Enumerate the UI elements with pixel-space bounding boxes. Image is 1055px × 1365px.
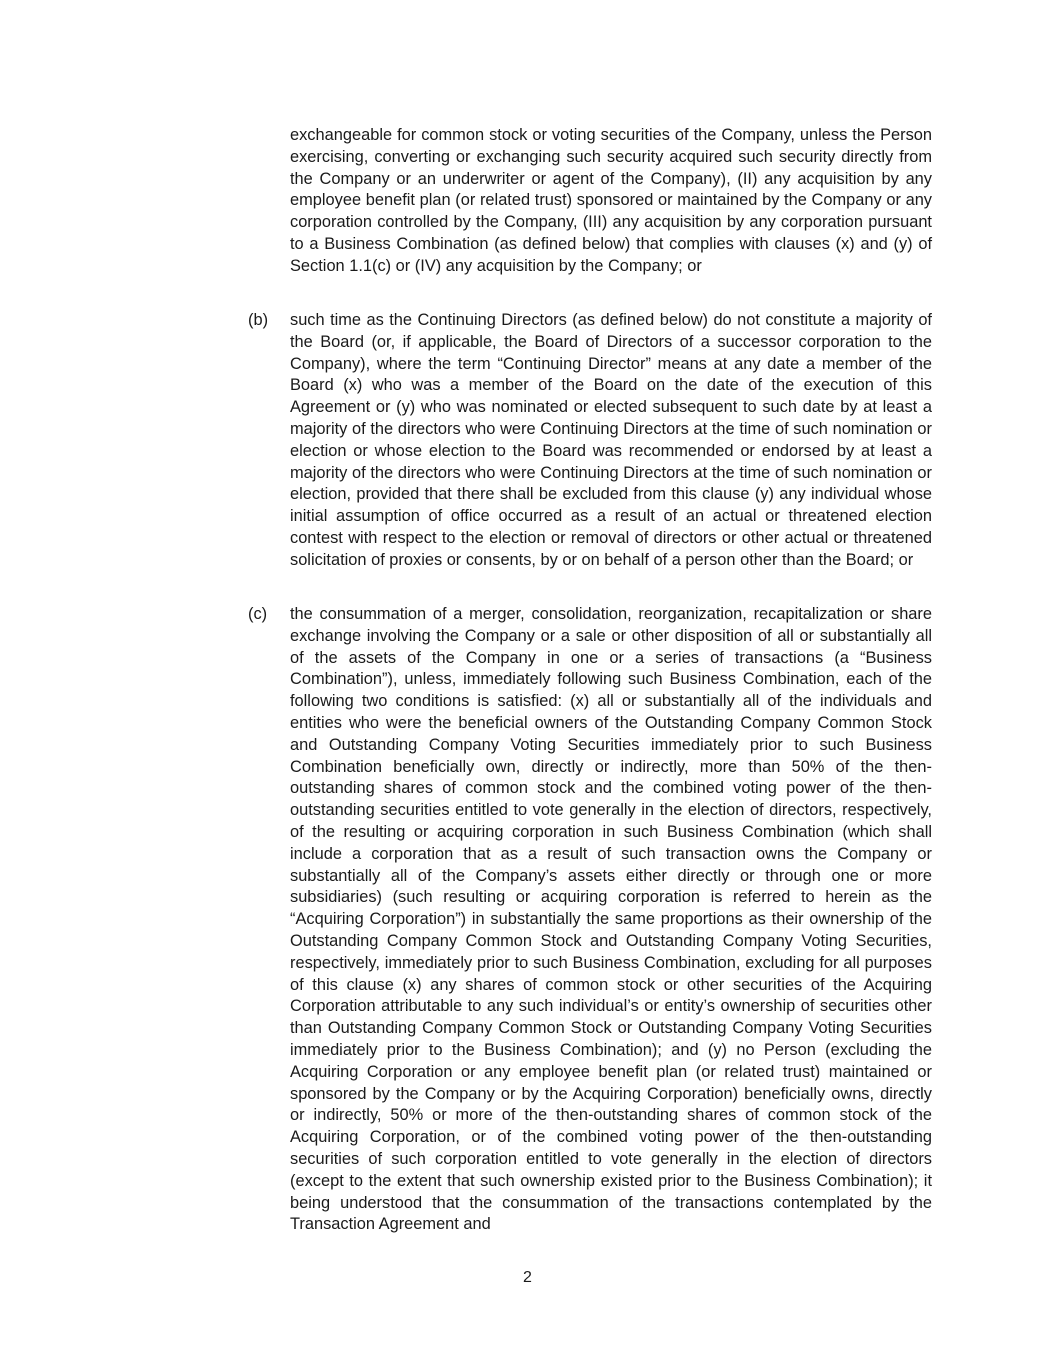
clause-text: the consummation of a merger, consolidation, reorganization, recapitalization or share exchange involving the Company or a sale or other disposition of all or substantially all of the assets of the Company in one or a series of transactions (a “Business Combination”), unless, immediately following such Business Combination, each of the following two conditions is satisfied: (x) all or substantially all of the individuals and entities who were the beneficial owners of the Outstanding Company Common Stock and Outstanding Company Voting Securities immediately prior to such Business Combination beneficially own, directly or indirectly, more than 50% of the then-outstanding shares of common stock and the combined voting power of the then-outstanding securities entitled to vote generally in the election of directors, respectively, of the resulting or acquiring corporation in such Business Combination (which shall include a corporation that as a result of such transaction owns the Company or substantially all of the Company’s assets either directly or through one or more subsidiaries) (such resulting or acquiring corporation is referred to herein as the “Acquiring Corporation”) in substantially the same proportions as their ownership of the Outstanding Company Common Stock and Outstanding Company Voting Securities, respectively, immediately prior to such Business Combination, excluding for all purposes of this clause (x) any shares of common stock or other securities of the Acquiring Corporation attributable to any such individual’s or entity’s ownership of securities other than Outstanding Company Common Stock or Outstanding Company Voting Securities immediately prior to the Business Combination); and (y) no Person (excluding the Acquiring Corporation or any employee benefit plan (or related trust) maintained or sponsored by the Company or by the Acquiring Corporation) beneficially owns, directly or indirectly, 50% or more of the then-outstanding shares of common stock of the Acquiring Corporation, or of the combined voting power of the then-outstanding securities of such corporation entitled to vote generally in the election of directors (except to the extent that such ownership existed prior to the Business Combination); it being understood that the consummation of the transactions contemplated by the Transaction Agreement and — [290, 605, 932, 1234]
clause-label: (c) — [248, 605, 268, 623]
clause-text: such time as the Continuing Directors (as defined below) do not constitute a majority of the Board (or, if applicable, the Board of Directors of a successor corporation to the Company), where the term “Continuing Director” means at any date a member of the Board (x) who was a member of the Board on the date of the execution of this Agreement or (y) who was nominated or elected subsequent to such date by at least a majority of the directors who were Continuing Directors at the time of such nomination or election or whose election to the Board was recommended or endorsed by at least a majority of the directors who were Continuing Directors at the time of such nomination or election, provided that there shall be excluded from this clause (y) any individual whose initial assumption of office occurred as a result of an actual or threatened election contest with respect to the election or removal of directors or other actual or threatened solicitation of proxies or consents, by or on behalf of a person other than the Board; or — [290, 311, 932, 569]
continued-paragraph: exchangeable for common stock or voting securities of the Company, unless the Person exercising, converting or exchanging such security acquired such security directly from the Company or an underwriter or agent of the Company), (II) any acquisition by any employee benefit plan (or related trust) sponsored or maintained by the Company or any corporation controlled by the Company, (III) any acquisition by any corporation pursuant to a Business Combination (as defined below) that complies with clauses (x) and (y) of Section 1.1(c) or (IV) any acquisition by the Company; or — [290, 126, 932, 275]
clause-label: (b) — [248, 311, 269, 329]
page-number: 2 — [523, 1269, 532, 1286]
